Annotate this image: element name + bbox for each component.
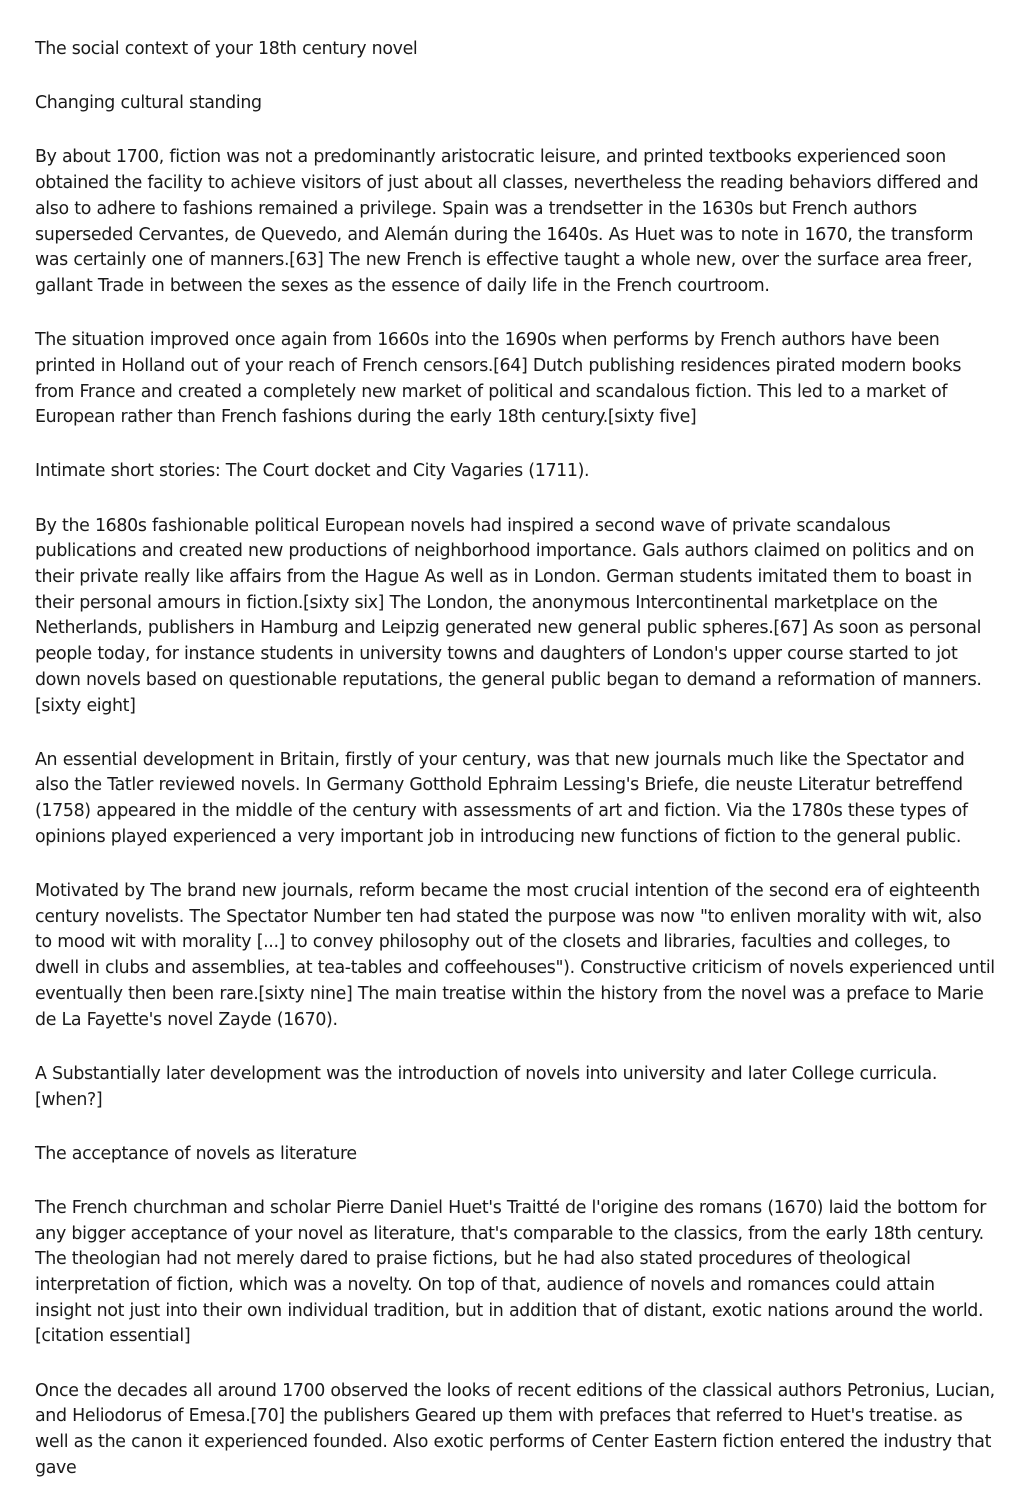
section-heading-changing: Changing cultural standing xyxy=(35,93,262,114)
paragraph: An essential development in Britain, firstly of your century, was that new journals much like the Spectator and also the Tatler reviewed novels. In Germany Gotthold Ephraim Lessing's Briefe, die neuste Literatur betreffend (1758) appeared in the middle of the century with assessments of art and fiction. Via the 1780s these types of opinions played experienced a very important job in introducing new functions of fiction to the general public. xyxy=(35,749,968,847)
paragraph: By the 1680s fashionable political European novels had inspired a second wave of private scandalous publications and created new productions of neighborhood importance. Gals authors claimed on politics and on their private really like affairs from the Hague As well as in London. German students imitated them to boast in their personal amours in fiction.[sixty six] The London, the anonymous Intercontinental marketplace on the Netherlands, publishers in Hamburg and Leipzig generated new general public spheres.[67] As soon as personal people today, for instance students in university towns and daughters of London's upper course started to jot down novels based on questionable reputations, the general public began to demand a reformation of manners.[sixty eight] xyxy=(35,515,982,716)
paragraph: The situation improved once again from 1660s into the 1690s when performs by French authors have been printed in Holland out of your reach of French censors.[64] Dutch publishing residences pirated modern books from France and created a completely new market of political and scandalous fiction. This led to a market of European rather than French fashions during the early 18th century.[sixty five] xyxy=(35,330,962,428)
paragraph: A Substantially later development was the introduction of novels into university and later College curricula.[when?] xyxy=(35,1063,938,1110)
paragraph: By about 1700, fiction was not a predominantly aristocratic leisure, and printed textbooks experienced soon obtained the facility to achieve visitors of just about all classes, nevertheless the reading behaviors differed and also to adhere to fashions remained a privilege. Spain was a trendsetter in the 1630s but French authors superseded Cervantes, de Quevedo, and Alemán during the 1640s. As Huet was to note in 1670, the transform was certainly one of manners.[63] The new French is effective taught a whole new, over the surface area freer, gallant Trade in between the sexes as the essence of daily life in the French courtroom. xyxy=(35,147,979,296)
paragraph: Once the decades all around 1700 observed the looks of recent editions of the classical authors Petronius, Lucian, and Heliodorus of Emesa.[70] the publishers Geared up them with prefaces that referred to Huet's treatise. as well as the canon it experienced founded. Also exotic performs of Center Eastern fiction entered the industry that gave xyxy=(35,1380,995,1478)
document-heading: The social context of your 18th century novel xyxy=(35,39,418,59)
section-heading-intimate: Intimate short stories: The Court docket and City Vagaries (1711). xyxy=(35,461,590,482)
section-heading-acceptance: The acceptance of novels as literature xyxy=(35,1143,357,1164)
paragraph: The French churchman and scholar Pierre Daniel Huet's Traitté de l'origine des romans (1670) laid the bottom for any bigger acceptance of your novel as literature, that's comparable to the classics, from the early 18th century. The theologian had not merely dared to praise fictions, but he had also stated procedures of theological interpretation of fiction, which was a novelty. On top of that, audience of novels and romances could attain insight not just into their own individual tradition, but in addition that of distant, exotic nations around the world.[citation essential] xyxy=(35,1197,987,1347)
document-body xyxy=(35,37,995,1510)
paragraph: Motivated by The brand new journals, reform became the most crucial intention of the second era of eighteenth century novelists. The Spectator Number ten had stated the purpose was now "to enliven morality with wit, also to mood wit with morality [...] to convey philosophy out of the closets and libraries, faculties and colleges, to dwell in clubs and assemblies, at tea-tables and coffeehouses"). Constructive criticism of novels experienced until eventually then been rare.[sixty nine] The main treatise within the history from the novel was a preface to Marie de La Fayette's novel Zayde (1670). xyxy=(35,881,995,1030)
